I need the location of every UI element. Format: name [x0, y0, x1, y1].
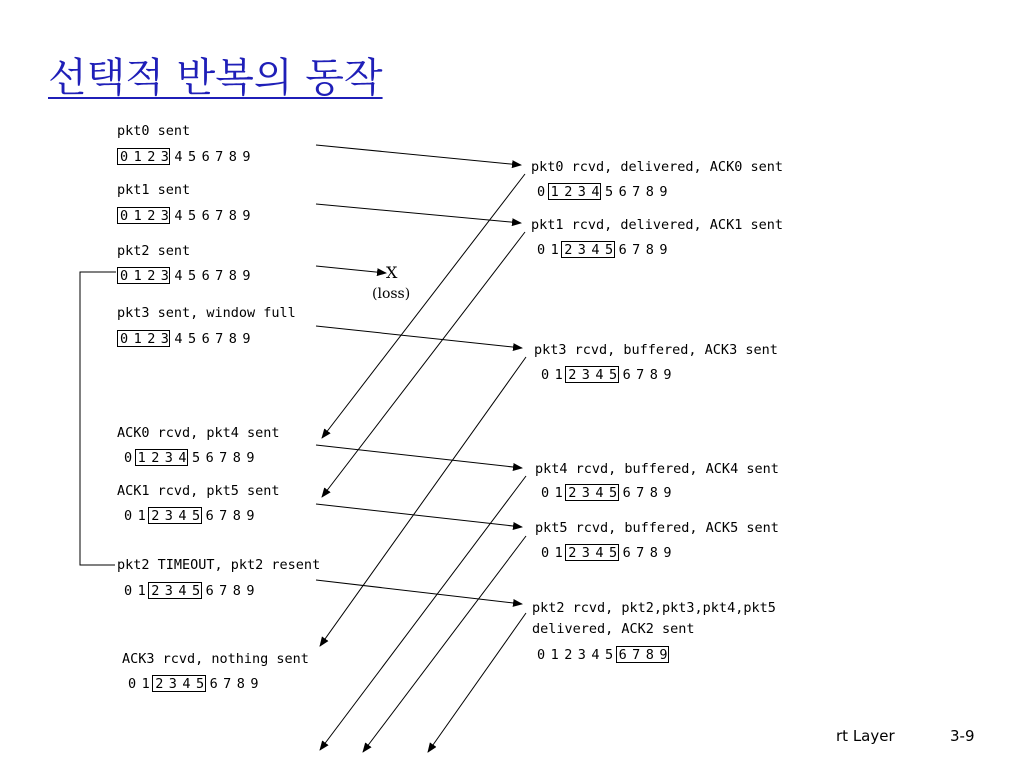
seq-number: 9 — [659, 647, 668, 663]
seq-number: 9 — [242, 149, 251, 165]
footer-text: rt Layer — [836, 727, 895, 745]
seq-number: 5 — [195, 676, 205, 692]
seq-number: 2 — [147, 208, 156, 224]
seq-number: 8 — [645, 242, 654, 258]
seq-number: 1 — [137, 583, 146, 599]
sender-event-label: pkt2 sent — [117, 243, 191, 259]
seq-number: 7 — [215, 149, 224, 165]
seq-number: 7 — [632, 647, 641, 663]
seq-number: 4 — [591, 242, 600, 258]
receiver-event-label: pkt1 rcvd, delivered, ACK1 sent — [531, 217, 783, 233]
seq-number: 5 — [608, 367, 618, 383]
seq-number: 8 — [232, 450, 241, 466]
seq-number: 2 — [147, 331, 156, 347]
seq-number: 0 — [120, 149, 129, 165]
seq-number: 8 — [232, 583, 241, 599]
seq-number: 1 — [133, 268, 142, 284]
seq-number: 9 — [246, 508, 255, 524]
arrow-pkt0 — [316, 145, 521, 165]
seq-number: 0 — [537, 242, 546, 258]
seq-number: 9 — [242, 208, 251, 224]
seq-number: 7 — [215, 331, 224, 347]
seq-number: 1 — [550, 184, 559, 200]
sender-event-label: ACK1 rcvd, pkt5 sent — [117, 483, 280, 499]
seq-number: 0 — [124, 450, 133, 466]
seq-number: 1 — [133, 331, 142, 347]
seq-number: 2 — [568, 367, 577, 383]
seq-number: 2 — [564, 647, 573, 663]
seq-number: 3 — [160, 268, 169, 284]
seq-number: 5 — [187, 208, 197, 224]
seq-number: 6 — [205, 583, 214, 599]
seq-number: 3 — [577, 242, 586, 258]
seq-number: 9 — [246, 583, 255, 599]
seq-number: 3 — [581, 545, 590, 561]
slide-title: 선택적 반복의 동작 — [48, 55, 383, 101]
seq-number: 8 — [649, 545, 658, 561]
seq-number: 8 — [228, 149, 237, 165]
seq-number: 7 — [219, 508, 228, 524]
seq-number: 6 — [622, 545, 631, 561]
seq-number: 0 — [537, 184, 546, 200]
seq-number: 2 — [568, 545, 577, 561]
seq-number: 9 — [663, 367, 672, 383]
loss-marker: X — [386, 263, 398, 282]
seq-number: 1 — [141, 676, 150, 692]
seq-number: 2 — [147, 149, 156, 165]
seq-number: 7 — [215, 208, 224, 224]
seq-number: 4 — [595, 367, 604, 383]
seq-number: 6 — [205, 450, 214, 466]
seq-number: 5 — [187, 149, 197, 165]
sender-event-label: pkt2 TIMEOUT, pkt2 resent — [117, 557, 321, 573]
seq-number: 9 — [242, 268, 251, 284]
seq-number: 1 — [550, 242, 559, 258]
seq-number: 6 — [205, 508, 214, 524]
seq-number: 9 — [246, 450, 255, 466]
seq-number: 8 — [228, 208, 237, 224]
sender-event-label: pkt3 sent, window full — [117, 305, 296, 321]
seq-number: 4 — [178, 508, 187, 524]
seq-number: 2 — [564, 242, 573, 258]
seq-number: 7 — [215, 268, 224, 284]
arrow-pkt2-resent — [316, 580, 522, 604]
seq-number: 4 — [174, 331, 183, 347]
receiver-event-label: pkt2 rcvd, pkt2,pkt3,pkt4,pkt5 — [532, 600, 776, 616]
seq-number: 1 — [554, 485, 563, 501]
sender-event-label: ACK3 rcvd, nothing sent — [122, 651, 309, 667]
seq-number: 0 — [120, 268, 129, 284]
seq-number: 5 — [608, 485, 618, 501]
seq-number: 5 — [604, 184, 614, 200]
seq-number: 3 — [160, 149, 169, 165]
receiver-event-label: pkt4 rcvd, buffered, ACK4 sent — [535, 461, 779, 477]
seq-number: 4 — [178, 583, 187, 599]
seq-number: 7 — [636, 485, 645, 501]
seq-number: 4 — [591, 184, 600, 200]
seq-number: 0 — [541, 545, 550, 561]
seq-number: 4 — [178, 450, 187, 466]
seq-number: 8 — [645, 647, 654, 663]
arrow-ack2 — [428, 613, 526, 752]
seq-number: 0 — [128, 676, 137, 692]
seq-number: 3 — [581, 485, 590, 501]
seq-number: 8 — [232, 508, 241, 524]
seq-number: 0 — [120, 208, 129, 224]
seq-number: 0 — [541, 367, 550, 383]
seq-number: 6 — [201, 331, 210, 347]
receiver-event-label: pkt3 rcvd, buffered, ACK3 sent — [534, 342, 778, 358]
seq-number: 0 — [124, 508, 133, 524]
arrow-ack5 — [363, 536, 526, 752]
seq-number: 9 — [659, 184, 668, 200]
seq-number: 3 — [164, 583, 173, 599]
seq-number: 3 — [160, 331, 169, 347]
seq-number: 0 — [120, 331, 129, 347]
seq-number: 3 — [164, 508, 173, 524]
seq-number: 5 — [604, 242, 614, 258]
seq-number: 8 — [236, 676, 245, 692]
seq-number: 6 — [618, 647, 627, 663]
seq-number: 3 — [164, 450, 173, 466]
seq-number: 4 — [595, 545, 604, 561]
loss-label: (loss) — [372, 286, 411, 302]
seq-number: 1 — [133, 149, 142, 165]
seq-number: 6 — [622, 367, 631, 383]
seq-number: 9 — [250, 676, 259, 692]
receiver-event-label-line2: delivered, ACK2 sent — [532, 621, 695, 637]
seq-number: 4 — [591, 647, 600, 663]
seq-number: 2 — [568, 485, 577, 501]
seq-number: 3 — [577, 184, 586, 200]
page-number: 3-9 — [950, 727, 975, 745]
seq-number: 6 — [209, 676, 218, 692]
seq-number: 6 — [201, 149, 210, 165]
seq-number: 5 — [608, 545, 618, 561]
seq-number: 4 — [182, 676, 191, 692]
seq-number: 0 — [541, 485, 550, 501]
seq-number: 6 — [201, 208, 210, 224]
seq-number: 4 — [595, 485, 604, 501]
seq-number: 1 — [550, 647, 559, 663]
seq-number: 0 — [124, 583, 133, 599]
seq-number: 9 — [663, 545, 672, 561]
seq-number: 8 — [649, 367, 658, 383]
seq-number: 3 — [168, 676, 177, 692]
seq-number: 8 — [645, 184, 654, 200]
seq-number: 5 — [187, 331, 197, 347]
sender-event-label: pkt1 sent — [117, 182, 191, 198]
seq-number: 2 — [151, 450, 160, 466]
seq-number: 7 — [636, 545, 645, 561]
seq-number: 1 — [137, 450, 146, 466]
arrow-pkt3 — [316, 326, 522, 348]
sender-event-label: pkt0 sent — [117, 123, 191, 139]
seq-number: 5 — [187, 268, 197, 284]
seq-number: 4 — [174, 149, 183, 165]
receiver-event-label: pkt5 rcvd, buffered, ACK5 sent — [535, 520, 779, 536]
arrow-pkt2-lost — [316, 266, 386, 273]
seq-number: 6 — [618, 184, 627, 200]
seq-number: 8 — [649, 485, 658, 501]
seq-number: 6 — [622, 485, 631, 501]
seq-number: 2 — [151, 583, 160, 599]
sender-event-label: ACK0 rcvd, pkt4 sent — [117, 425, 280, 441]
seq-number: 3 — [581, 367, 590, 383]
seq-number: 7 — [223, 676, 232, 692]
seq-number: 0 — [537, 647, 546, 663]
arrow-ack4 — [320, 476, 526, 750]
seq-number: 2 — [155, 676, 164, 692]
seq-number: 7 — [632, 242, 641, 258]
seq-number: 3 — [577, 647, 586, 663]
seq-number: 5 — [191, 583, 201, 599]
seq-number: 1 — [554, 545, 563, 561]
seq-number: 1 — [137, 508, 146, 524]
seq-number: 2 — [147, 268, 156, 284]
arrow-pkt1 — [316, 204, 521, 223]
seq-number: 9 — [663, 485, 672, 501]
seq-number: 5 — [604, 647, 614, 663]
seq-number: 4 — [174, 208, 183, 224]
timeout-timer-bracket — [80, 272, 116, 565]
seq-number: 8 — [228, 331, 237, 347]
seq-number: 1 — [554, 367, 563, 383]
seq-number: 8 — [228, 268, 237, 284]
seq-number: 7 — [632, 184, 641, 200]
seq-number: 9 — [242, 331, 251, 347]
seq-number: 6 — [201, 268, 210, 284]
seq-number: 5 — [191, 508, 201, 524]
seq-number: 2 — [151, 508, 160, 524]
seq-number: 2 — [564, 184, 573, 200]
seq-number: 9 — [659, 242, 668, 258]
receiver-event-label: pkt0 rcvd, delivered, ACK0 sent — [531, 159, 783, 175]
seq-number: 7 — [636, 367, 645, 383]
seq-number: 1 — [133, 208, 142, 224]
seq-number: 7 — [219, 450, 228, 466]
seq-number: 3 — [160, 208, 169, 224]
seq-number: 5 — [191, 450, 201, 466]
seq-number: 4 — [174, 268, 183, 284]
seq-number: 6 — [618, 242, 627, 258]
seq-number: 7 — [219, 583, 228, 599]
